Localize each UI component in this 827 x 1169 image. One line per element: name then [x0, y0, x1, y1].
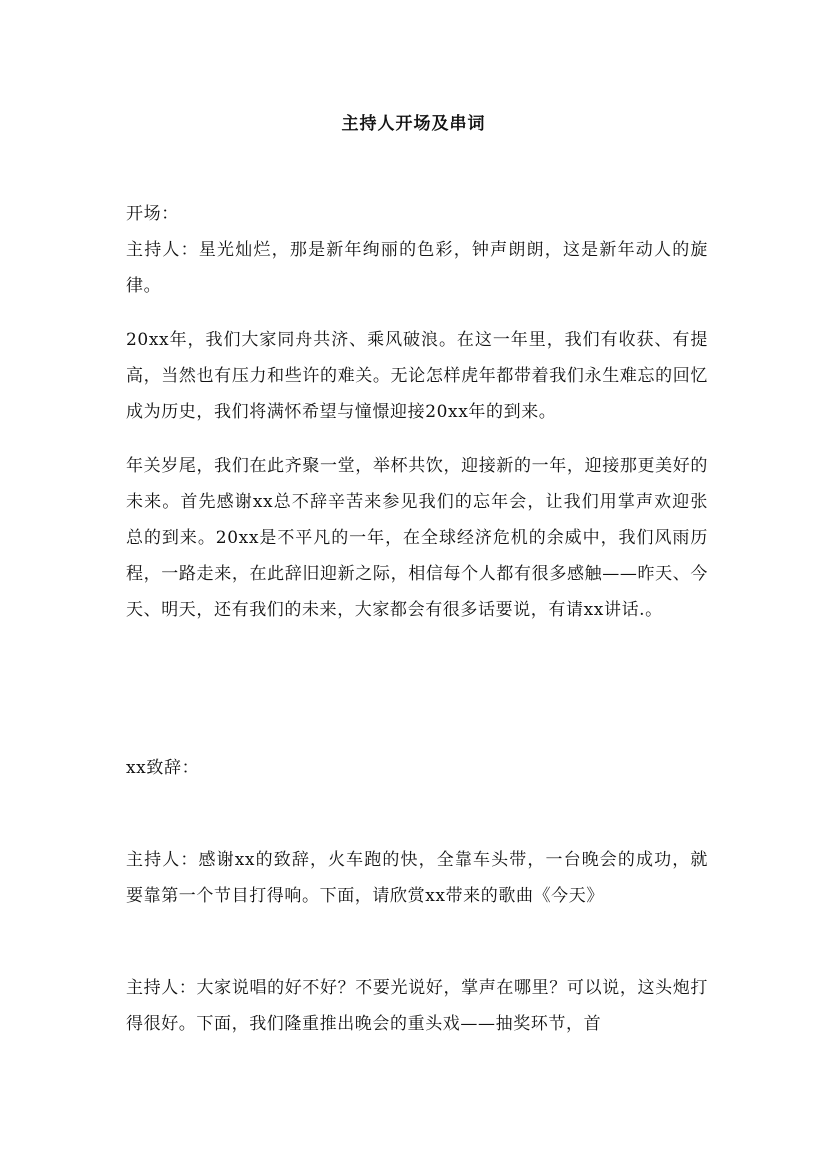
document-title: 主持人开场及串词: [341, 114, 486, 134]
host-thanks-paragraph: 主持人：感谢xx的致辞，火车跑的快，全靠车头带，一台晚会的成功，就要靠第一个节目打得响。下面，请欣赏xx带来的歌曲《今天》: [126, 850, 708, 906]
host-intro-paragraph: 主持人：星光灿烂，那是新年绚丽的色彩，钟声朗朗，这是新年动人的旋律。: [126, 240, 708, 296]
year-paragraph: 20xx年，我们大家同舟共济、乘风破浪。在这一年里，我们有收获、有提高，当然也有压力和些许的难关。无论怎样虎年都带着我们永生难忘的回忆成为历史，我们将满怀希望与憧憬迎接20xx年的到来。: [126, 330, 708, 422]
year-end-paragraph: 年关岁尾，我们在此齐聚一堂，举杯共饮，迎接新的一年，迎接那更美好的未来。首先感谢xx总不辞辛苦来参见我们的忘年会，让我们用掌声欢迎张总的到来。20xx是不平凡的一年，在全球经济危机的余威中，我们风雨历程，一路走来，在此辞旧迎新之际，相信每个人都有很多感触——昨天、今天、明天，还有我们的未来，大家都会有很多话要说，有请xx讲话.。: [126, 456, 708, 620]
opening-label: 开场：: [126, 204, 179, 224]
host-lottery-paragraph: 主持人：大家说唱的好不好？不要光说好，掌声在哪里？可以说，这头炮打得很好。下面，我们隆重推出晚会的重头戏——抽奖环节，首: [126, 978, 708, 1034]
speech-label: xx致辞：: [126, 758, 200, 778]
